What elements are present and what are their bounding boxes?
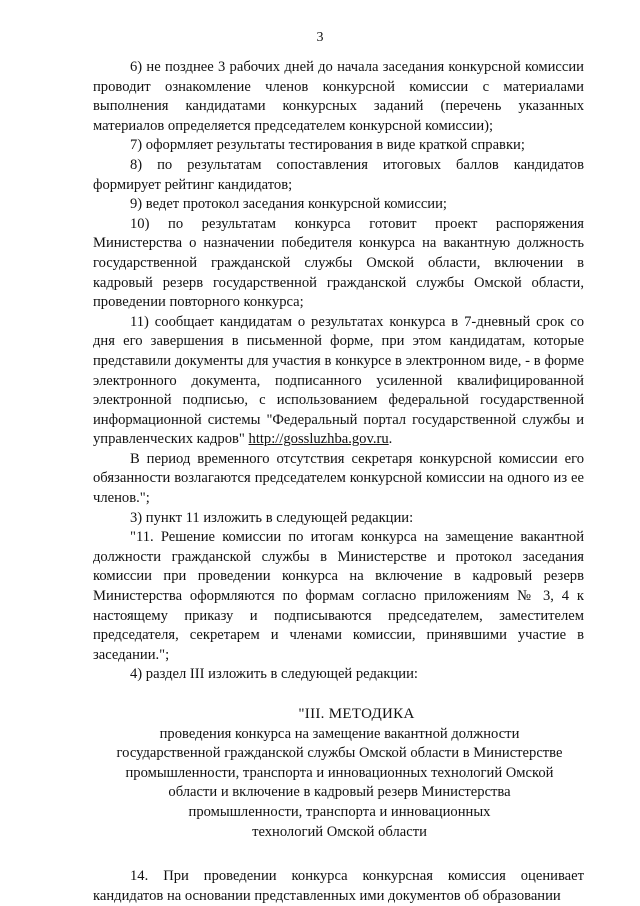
section-heading-line: проведения конкурса на замещение вакантной должности	[159, 725, 520, 742]
paragraph-item-6: 6) не позднее 3 рабочих дней до начала заседания конкурсной комиссии проводит ознакомление членов конкурсной комиссии с материалами выполнения кандидатами конкурсных заданий (перечень указанных материалов определяется председателем конкурсной комиссии);	[93, 59, 584, 134]
paragraph-item-8: 8) по результатам сопоставления итоговых баллов кандидатов формирует рейтинг кандидатов;	[93, 156, 584, 193]
paragraph-secretary-absence: В период временного отсутствия секретаря конкурсной комиссии его обязанности возлагаются председателем конкурсной комиссии на одного из ее членов.";	[93, 450, 584, 507]
paragraph-item-9: 9) ведет протокол заседания конкурсной комиссии;	[130, 196, 447, 213]
paragraph-item-11	[93, 313, 584, 450]
document-body	[93, 58, 584, 906]
section-heading-line: государственной гражданской службы Омской области в Министерстве	[116, 745, 563, 762]
section-heading-line: промышленности, транспорта и инновационных технологий Омской	[125, 764, 554, 781]
section-heading-title: "III. МЕТОДИКА	[298, 706, 415, 722]
paragraph-item-10: 10) по результатам конкурса готовит проект распоряжения Министерства о назначении победителя конкурса на вакантную должность государственной гражданской службы Омской области, включении в кадровый резерв государственной гражданской службы Омской области, проведении повторного конкурса;	[93, 215, 584, 311]
paragraph-item-11-end: .	[388, 431, 393, 448]
paragraph-item-11-text: 11) сообщает кандидатам о результатах конкурса в 7-дневный срок со дня его завершения в письменной форме, при этом кандидатам, которые представили документы для участия в конкурсе в электронном виде, - в форме электронного документа, подписанного усиленной квалифицированной электронной подписью, с использованием федеральной государственной информационной системы "Федеральный портал государственной службы и управленческих кадров"	[93, 313, 584, 448]
page-number: 3	[316, 30, 324, 45]
paragraph-amendment-4: 4) раздел III изложить в следующей редакции:	[130, 666, 418, 683]
section-heading-line: промышленности, транспорта и инновационных	[188, 803, 491, 820]
paragraph-amendment-3: 3) пункт 11 изложить в следующей редакции:	[130, 509, 414, 526]
gossluzhba-link[interactable]: http://gossluzhba.gov.ru	[248, 431, 389, 448]
section-heading-line: технологий Омской области	[252, 823, 427, 840]
section-heading-line: области и включение в кадровый резерв Министерства	[168, 784, 511, 801]
section-heading	[93, 705, 584, 842]
paragraph-item-7: 7) оформляет результаты тестирования в виде краткой справки;	[130, 137, 525, 154]
paragraph-item-14: 14. При проведении конкурса конкурсная комиссия оценивает кандидатов на основании представленных ими документов об образовании	[93, 868, 584, 904]
paragraph-clause-11: "11. Решение комиссии по итогам конкурса на замещение вакантной должности гражданской службы в Министерстве и протокол заседания комиссии при проведении конкурса на включение в кадровый резерв Министерства оформляются по формам согласно приложениям № 3, 4 к настоящему приказу и подписываются председателем, заместителем председателя, секретарем и членами комиссии, принявшими участие в заседании.";	[93, 529, 584, 663]
